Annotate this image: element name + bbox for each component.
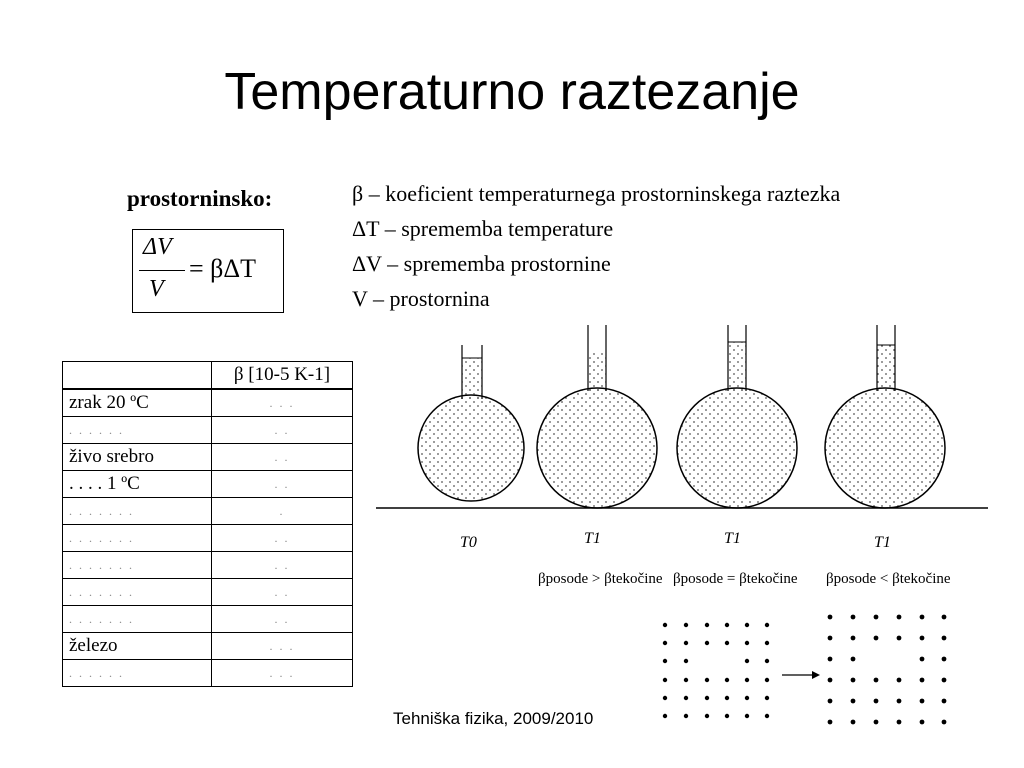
table-cell: . . [212,525,353,552]
table-cell: . . . . . . . [63,498,212,525]
table-cell: zrak 20 ºC [63,389,212,417]
table-cell: . . [212,606,353,633]
definition-delta-v: ΔV – sprememba prostornine [352,251,611,276]
definition-beta: β – koeficient temperaturnega prostorninskega raztezka [352,181,841,206]
table-cell: . . . . . . . [63,579,212,606]
table-cell: . . . . . . . [63,606,212,633]
slide-title: Temperaturno raztezanje [224,63,800,121]
formula-denominator: V [149,276,164,302]
table-cell: . . [212,552,353,579]
flask-t1-c [825,325,945,508]
temperature-label: T1 [724,530,741,547]
arrow-icon [782,671,820,679]
table-cell: . . . [212,633,353,660]
footer-text: Tehniška fizika, 2009/2010 [393,709,594,728]
table-cell: . . . . . . [63,417,212,444]
volume-label: prostorninsko: [127,186,273,211]
temperature-label: T1 [584,530,601,547]
formula-numerator: ΔV [143,234,172,260]
beta-comparison: βposode < βtekočine [826,571,951,587]
temperature-label: T1 [874,534,891,551]
lattice-after [828,615,947,725]
table-cell: . . . [212,389,353,417]
beta-comparison: βposode > βtekočine [538,571,663,587]
definition-delta-t: ΔT – sprememba temperature [352,216,614,241]
table-cell: živo srebro [63,444,212,471]
lattice-before [663,623,769,718]
table-cell: . . [212,579,353,606]
table-cell: . . . . 1 ºC [63,471,212,498]
table-cell: . [212,498,353,525]
flask-t0 [418,345,524,501]
temperature-label: T0 [460,534,477,551]
table-header-cell: β [10-5 K-1] [212,362,353,390]
table-cell: . . . . . . . [63,552,212,579]
table-cell: . . . . . . . [63,525,212,552]
flask-t1-b [677,325,797,508]
table-cell: . . [212,417,353,444]
table-cell: . . . [212,660,353,687]
table-cell: železo [63,633,212,660]
beta-comparison: βposode = βtekočine [673,571,798,587]
definition-v: V – prostornina [352,286,490,311]
table-cell: . . [212,444,353,471]
formula-rhs: = βΔT [189,254,256,283]
table-cell: . . [212,471,353,498]
table-cell: . . . . . . [63,660,212,687]
flask-t1-a [537,325,657,508]
